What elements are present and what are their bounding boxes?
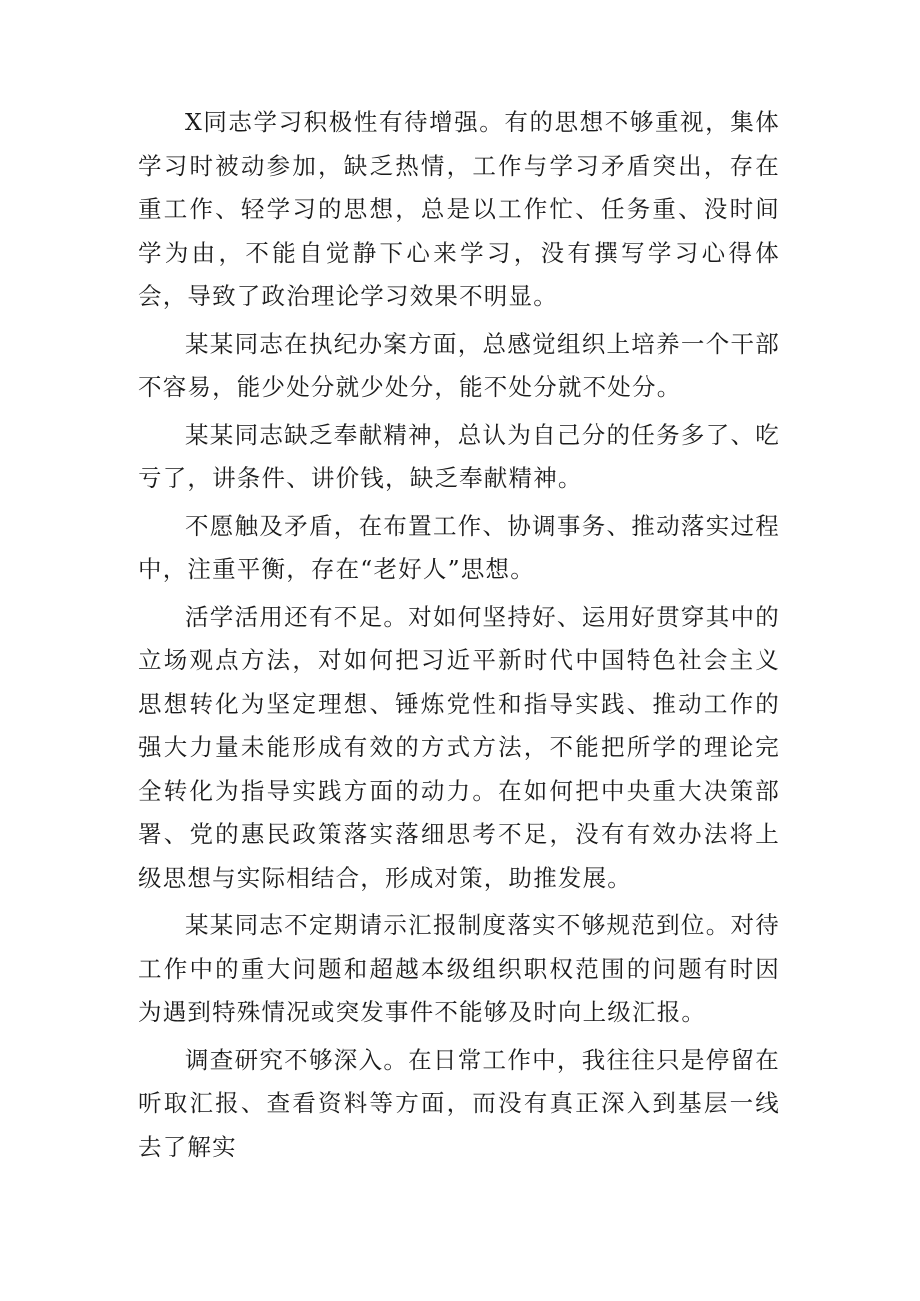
paragraph-field-research: 调查研究不够深入。在日常工作中，我往往只是停留在听取汇报、查看资料等方面，而没有真正深入到基层一线去了解实 [138, 1045, 780, 1161]
paragraph-discipline-cases: 某某同志在执纪办案方面，总感觉组织上培养一个干部不容易，能少处分就少处分，能不处分就不处分。 [138, 329, 780, 401]
paragraph-reporting-system: 某某同志不定期请示汇报制度落实不够规范到位。对待工作中的重大问题和超越本级组织职权范围的问题有时因为遇到特殊情况或突发事件不能够及时向上级汇报。 [138, 911, 780, 1026]
document-body [138, 101, 780, 1173]
paragraph-dedication-spirit: 某某同志缺乏奉献精神，总认为自己分的任务多了、吃亏了，讲条件、讲价钱，缺乏奉献精神。 [138, 420, 780, 492]
paragraph-apply-learning: 活学活用还有不足。对如何坚持好、运用好贯穿其中的立场观点方法，对如何把习近平新时代中国特色社会主义思想转化为坚定理想、锤炼党性和指导实践、推动工作的强大力量未能形成有效的方式方法，不能把所学的理论完全转化为指导实践方面的动力。在如何把中央重大决策部署、党的惠民政策落实落细思考不足，没有有效办法将上级思想与实际相结合，形成对策，助推发展。 [138, 602, 780, 892]
paragraph-study-enthusiasm: X同志学习积极性有待增强。有的思想不够重视，集体学习时被动参加，缺乏热情，工作与学习矛盾突出，存在重工作、轻学习的思想，总是以工作忙、任务重、没时间学为由，不能自觉静下心来学习，没有撰写学习心得体会，导致了政治理论学习效果不明显。 [138, 108, 780, 310]
paragraph-avoid-conflict: 不愿触及矛盾，在布置工作、协调事务、推动落实过程中，注重平衡，存在“老好人”思想。 [138, 511, 780, 583]
